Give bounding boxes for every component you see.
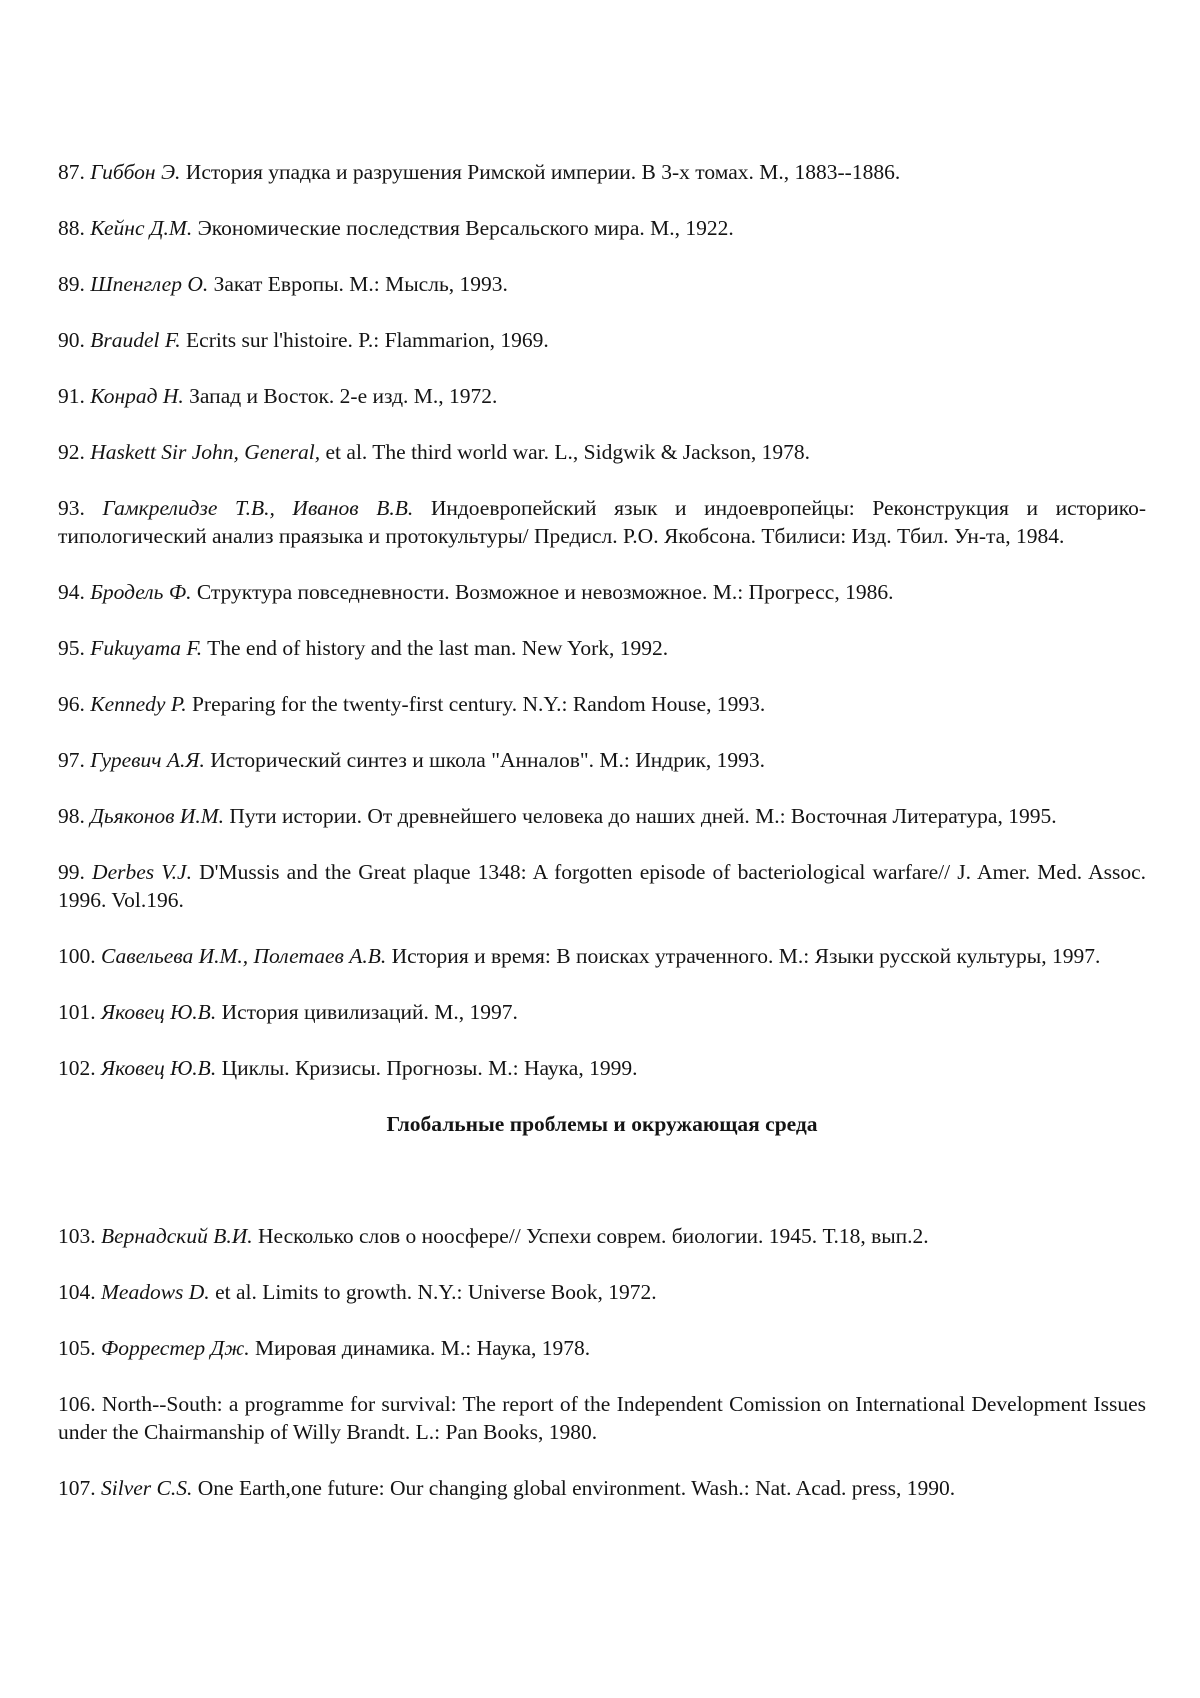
entry-number: 103. <box>58 1224 96 1248</box>
entry-number: 99. <box>58 860 85 884</box>
bibliography-entry <box>58 1390 1146 1446</box>
entry-number: 89. <box>58 272 85 296</box>
entry-number: 107. <box>58 1476 96 1500</box>
entry-number: 90. <box>58 328 85 352</box>
entry-text: D'Mussis and the Great plaque 1348: A forgotten episode of bacteriological warfare// J. Amer. Med. Assoc. 1996. Vol.196. <box>58 860 1146 912</box>
entry-text: The end of history and the last man. New York, 1992. <box>207 636 669 660</box>
entry-number: 101. <box>58 1000 96 1024</box>
entry-number: 95. <box>58 636 85 660</box>
bibliography-entry <box>58 326 1146 354</box>
section-heading: Глобальные проблемы и окружающая среда <box>386 1112 818 1136</box>
entry-number: 94. <box>58 580 85 604</box>
entry-author: Meadows D. <box>101 1280 210 1304</box>
entry-text: Пути истории. От древнейшего человека до наших дней. М.: Восточная Литература, 1995. <box>229 804 1057 828</box>
bibliography-entry <box>58 1278 1146 1306</box>
entry-number: 91. <box>58 384 85 408</box>
entry-author: Вернадский В.И. <box>101 1224 253 1248</box>
entry-text: Структура повседневности. Возможное и невозможное. М.: Прогресс, 1986. <box>196 580 894 604</box>
entry-text: Запад и Восток. 2-е изд. М., 1972. <box>189 384 498 408</box>
entry-number: 105. <box>58 1336 96 1360</box>
entry-text: North--South: a programme for survival: The report of the Independent Comission on International Development Issues under the Chairmanship of Willy Brandt. L.: Pan Books, 1980. <box>58 1392 1146 1444</box>
entry-text: Индоевропейский язык и индоевропейцы: Реконструкция и историко-типологический анализ праязыка и протокультуры/ Предисл. Р.О. Якобсона. Тбилиси: Изд. Тбил. Ун-та, 1984. <box>58 496 1147 548</box>
bibliography-entry <box>58 270 1146 298</box>
entry-text: et al. The third world war. L., Sidgwik & Jackson, 1978. <box>325 440 811 464</box>
entry-author: Конрад Н. <box>90 384 184 408</box>
bibliography-entry <box>58 1222 1146 1250</box>
entry-author: Braudel F. <box>90 328 181 352</box>
bibliography-entry <box>58 382 1146 410</box>
bibliography-entry <box>58 942 1146 970</box>
entry-author: Яковец Ю.В. <box>101 1056 217 1080</box>
bibliography-entry <box>58 690 1146 718</box>
entry-author: Бродель Ф. <box>90 580 192 604</box>
bibliography-entry <box>58 158 1146 186</box>
bibliography-entry <box>58 858 1146 914</box>
entry-number: 96. <box>58 692 85 716</box>
bibliography-entry <box>58 438 1146 466</box>
bibliography-entry <box>58 998 1146 1026</box>
entry-text: Preparing for the twenty-first century. N.Y.: Random House, 1993. <box>191 692 766 716</box>
entry-number: 98. <box>58 804 85 828</box>
entry-author: Кейнс Д.М. <box>90 216 193 240</box>
bibliography-entry <box>58 1474 1146 1502</box>
entry-author: Дьяконов И.М. <box>90 804 225 828</box>
entry-author: Гуревич А.Я. <box>90 748 205 772</box>
entry-author: Derbes V.J. <box>92 860 192 884</box>
entry-text: Исторический синтез и школа "Анналов". М.: Индрик, 1993. <box>210 748 766 772</box>
bibliography-list <box>58 158 1146 1082</box>
entry-author: Савельева И.М., Полетаев А.В. <box>101 944 387 968</box>
bibliography-entry <box>58 578 1146 606</box>
entry-author: Шпенглер О. <box>90 272 209 296</box>
bibliography-entry <box>58 746 1146 774</box>
bibliography-entry <box>58 494 1146 550</box>
entry-text: Несколько слов о ноосфере// Успехи соврем. биологии. 1945. Т.18, вып.2. <box>257 1224 929 1248</box>
entry-author: Яковец Ю.В. <box>101 1000 217 1024</box>
entry-text: Мировая динамика. М.: Наука, 1978. <box>254 1336 591 1360</box>
bibliography-list <box>58 1222 1146 1502</box>
entry-author: Fukuyama F. <box>90 636 203 660</box>
bibliography-entry <box>58 1334 1146 1362</box>
bibliography-entry <box>58 802 1146 830</box>
bibliography-entry <box>58 214 1146 242</box>
entry-text: История цивилизаций. М., 1997. <box>221 1000 518 1024</box>
entry-author: Kennedy P. <box>90 692 187 716</box>
entry-text: История и время: В поисках утраченного. М.: Языки русской культуры, 1997. <box>391 944 1101 968</box>
entry-number: 93. <box>58 496 85 520</box>
entry-text: Закат Европы. М.: Мысль, 1993. <box>213 272 508 296</box>
entry-author: Гамкрелидзе Т.В., Иванов В.В. <box>102 496 414 520</box>
entry-number: 97. <box>58 748 85 772</box>
entry-text: Экономические последствия Версальского мира. М., 1922. <box>197 216 734 240</box>
entry-text: Ecrits sur l'histoire. P.: Flammarion, 1969. <box>186 328 549 352</box>
entry-text: et al. Limits to growth. N.Y.: Universe Book, 1972. <box>215 1280 657 1304</box>
entry-number: 92. <box>58 440 85 464</box>
bibliography-entry <box>58 634 1146 662</box>
entry-author: Silver C.S. <box>101 1476 193 1500</box>
document-page <box>58 158 1146 1530</box>
entry-number: 102. <box>58 1056 96 1080</box>
entry-author: Haskett Sir John, General, <box>90 440 321 464</box>
entry-author: Гиббон Э. <box>90 160 181 184</box>
entry-number: 106. <box>58 1392 96 1416</box>
bibliography-entry <box>58 1054 1146 1082</box>
entry-number: 88. <box>58 216 85 240</box>
entry-author: Форрестер Дж. <box>101 1336 250 1360</box>
entry-number: 87. <box>58 160 85 184</box>
entry-number: 104. <box>58 1280 96 1304</box>
entry-text: История упадка и разрушения Римской империи. В 3-х томах. М., 1883--1886. <box>185 160 901 184</box>
entry-text: One Earth,one future: Our changing global environment. Wash.: Nat. Acad. press, 1990. <box>197 1476 956 1500</box>
entry-number: 100. <box>58 944 96 968</box>
entry-text: Циклы. Кризисы. Прогнозы. М.: Наука, 1999. <box>221 1056 638 1080</box>
